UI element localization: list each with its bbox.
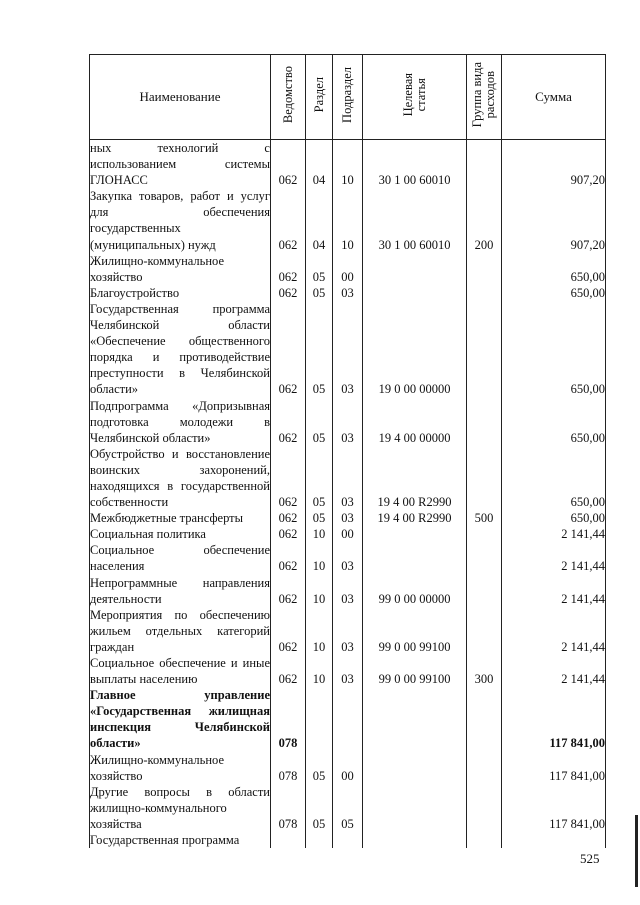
row-summa: 117 841,00 [502,752,606,784]
row-name: Благоустройство [90,285,271,301]
table-row [90,607,606,655]
row-vedomstvo: 062 [271,655,306,687]
row-summa: 907,20 [502,140,606,189]
header-summa: Сумма [502,55,606,140]
row-celevaya: 99 0 00 00000 [363,575,467,607]
row-podrazdel: 10 [333,140,363,189]
header-name: Наименование [90,55,271,140]
row-celevaya [363,752,467,784]
row-name: Социальная политика [90,526,271,542]
row-name: Государственная программа [90,832,271,848]
header-gruppa-line2: расходов [483,71,497,119]
row-razdel [306,687,333,751]
row-razdel: 05 [306,784,333,832]
row-razdel: 10 [306,575,333,607]
row-gruppa [467,253,502,285]
row-razdel: 05 [306,752,333,784]
table-row [90,446,606,510]
row-gruppa: 500 [467,510,502,526]
row-razdel: 10 [306,526,333,542]
row-gruppa [467,832,502,848]
table-row [90,542,606,574]
row-razdel: 05 [306,301,333,398]
row-vedomstvo [271,832,306,848]
row-summa: 650,00 [502,398,606,446]
row-celevaya: 19 0 00 00000 [363,301,467,398]
row-razdel: 10 [306,655,333,687]
page-number: 525 [580,851,600,866]
row-podrazdel: 03 [333,655,363,687]
table-row [90,575,606,607]
table-row [90,301,606,398]
table-row [90,752,606,784]
row-gruppa [467,687,502,751]
header-celevaya-line2: статья [413,78,428,112]
row-celevaya: 30 1 00 60010 [363,188,467,252]
scan-edge-mark [635,815,638,887]
row-podrazdel [333,832,363,848]
row-vedomstvo: 062 [271,542,306,574]
row-razdel: 05 [306,398,333,446]
table-row [90,526,606,542]
row-celevaya [363,253,467,285]
row-podrazdel: 05 [333,784,363,832]
table-row [90,285,606,301]
header-vedomstvo [271,55,306,140]
row-celevaya [363,285,467,301]
header-vedomstvo-label: Ведомство [280,66,295,124]
row-summa: 907,20 [502,188,606,252]
row-celevaya: 19 4 00 R2990 [363,510,467,526]
row-celevaya: 99 0 00 99100 [363,607,467,655]
row-summa: 2 141,44 [502,526,606,542]
row-summa: 2 141,44 [502,607,606,655]
row-podrazdel: 03 [333,301,363,398]
header-gruppa-label [471,62,497,127]
row-summa: 2 141,44 [502,575,606,607]
row-celevaya [363,526,467,542]
row-podrazdel: 03 [333,285,363,301]
row-razdel: 04 [306,140,333,189]
row-razdel: 05 [306,285,333,301]
row-podrazdel: 00 [333,526,363,542]
row-summa: 2 141,44 [502,542,606,574]
row-vedomstvo: 062 [271,398,306,446]
row-gruppa [467,398,502,446]
header-podrazdel [333,55,363,140]
row-summa: 117 841,00 [502,687,606,751]
row-celevaya: 99 0 00 99100 [363,655,467,687]
row-celevaya [363,687,467,751]
row-vedomstvo: 062 [271,575,306,607]
row-vedomstvo: 062 [271,301,306,398]
row-razdel: 05 [306,253,333,285]
row-gruppa: 300 [467,655,502,687]
row-name: ных технологий с использованием системы ГЛОНАСС [90,141,270,188]
row-name: Социальное обеспечение населения [90,543,270,574]
header-podrazdel-label: Подраздел [340,66,354,123]
row-razdel: 10 [306,607,333,655]
header-celevaya-label [402,73,428,116]
table-row [90,687,606,751]
row-name: Подпрограмма «Допризывная подготовка молодежи в Челябинской области» [90,398,270,445]
row-summa: 650,00 [502,510,606,526]
row-summa: 650,00 [502,253,606,285]
row-celevaya: 19 4 00 R2990 [363,446,467,510]
row-podrazdel: 10 [333,188,363,252]
row-gruppa [467,526,502,542]
row-gruppa: 200 [467,188,502,252]
table-row [90,655,606,687]
row-podrazdel [333,687,363,751]
budget-table [89,54,606,848]
row-vedomstvo: 062 [271,140,306,189]
row-vedomstvo: 062 [271,526,306,542]
row-vedomstvo: 062 [271,446,306,510]
row-name: Непрограммные направления деятельности [90,575,270,606]
row-celevaya [363,832,467,848]
row-podrazdel: 03 [333,510,363,526]
row-gruppa [467,285,502,301]
row-podrazdel: 03 [333,446,363,510]
table-row [90,188,606,252]
row-gruppa [467,607,502,655]
header-celevaya [363,55,467,140]
table-row [90,510,606,526]
row-razdel: 10 [306,542,333,574]
table-row [90,253,606,285]
row-name: Закупка товаров, работ и услуг для обеспечения государственных (муниципальных) нужд [90,189,270,252]
row-name: Социальное обеспечение и иные выплаты населению [90,656,270,687]
row-vedomstvo: 062 [271,188,306,252]
row-podrazdel: 03 [333,542,363,574]
header-razdel-label: Раздел [311,77,326,113]
row-celevaya [363,542,467,574]
row-podrazdel: 03 [333,575,363,607]
row-celevaya: 19 4 00 00000 [363,398,467,446]
row-celevaya: 30 1 00 60010 [363,140,467,189]
row-summa [502,832,606,848]
header-gruppa-line1: Группа вида [470,62,484,128]
header-gruppa [467,55,502,140]
row-name: Мероприятия по обеспечению жильем отдельных категорий граждан [90,607,270,654]
row-name: Жилищно-коммунальное хозяйство [90,253,271,285]
row-name: Другие вопросы в области жилищно-коммунального хозяйства [90,784,270,831]
row-name: Главное управление «Государственная жилищная инспекция Челябинской области» [90,688,270,751]
row-gruppa [467,752,502,784]
table-row [90,140,606,189]
row-vedomstvo: 078 [271,687,306,751]
row-summa: 117 841,00 [502,784,606,832]
row-podrazdel: 00 [333,253,363,285]
table-row [90,398,606,446]
table-row [90,832,606,848]
row-vedomstvo: 078 [271,752,306,784]
row-gruppa [467,542,502,574]
row-gruppa [467,301,502,398]
row-name: Жилищно-коммунальное хозяйство [90,752,271,784]
row-summa: 650,00 [502,446,606,510]
row-name: Межбюджетные трансферты [90,510,271,526]
header-razdel [306,55,333,140]
row-vedomstvo: 078 [271,784,306,832]
row-podrazdel: 03 [333,607,363,655]
row-podrazdel: 00 [333,752,363,784]
table-header-row [90,55,606,140]
row-razdel: 04 [306,188,333,252]
row-vedomstvo: 062 [271,510,306,526]
row-gruppa [467,784,502,832]
row-razdel: 05 [306,510,333,526]
row-name: Государственная программа Челябинской области «Обеспечение общественного порядка и противодействие преступности в Челябинской области» [90,301,270,397]
table-row [90,784,606,832]
row-summa: 650,00 [502,301,606,398]
row-gruppa [467,575,502,607]
row-summa: 650,00 [502,285,606,301]
row-podrazdel: 03 [333,398,363,446]
row-name: Обустройство и восстановление воинских захоронений, находящихся в государственной собственности [90,446,270,510]
row-razdel [306,832,333,848]
row-summa: 2 141,44 [502,655,606,687]
row-celevaya [363,784,467,832]
row-vedomstvo: 062 [271,285,306,301]
row-vedomstvo: 062 [271,607,306,655]
header-celevaya-line1: Целевая [400,73,415,117]
row-razdel: 05 [306,446,333,510]
row-gruppa [467,446,502,510]
row-vedomstvo: 062 [271,253,306,285]
row-gruppa [467,140,502,189]
